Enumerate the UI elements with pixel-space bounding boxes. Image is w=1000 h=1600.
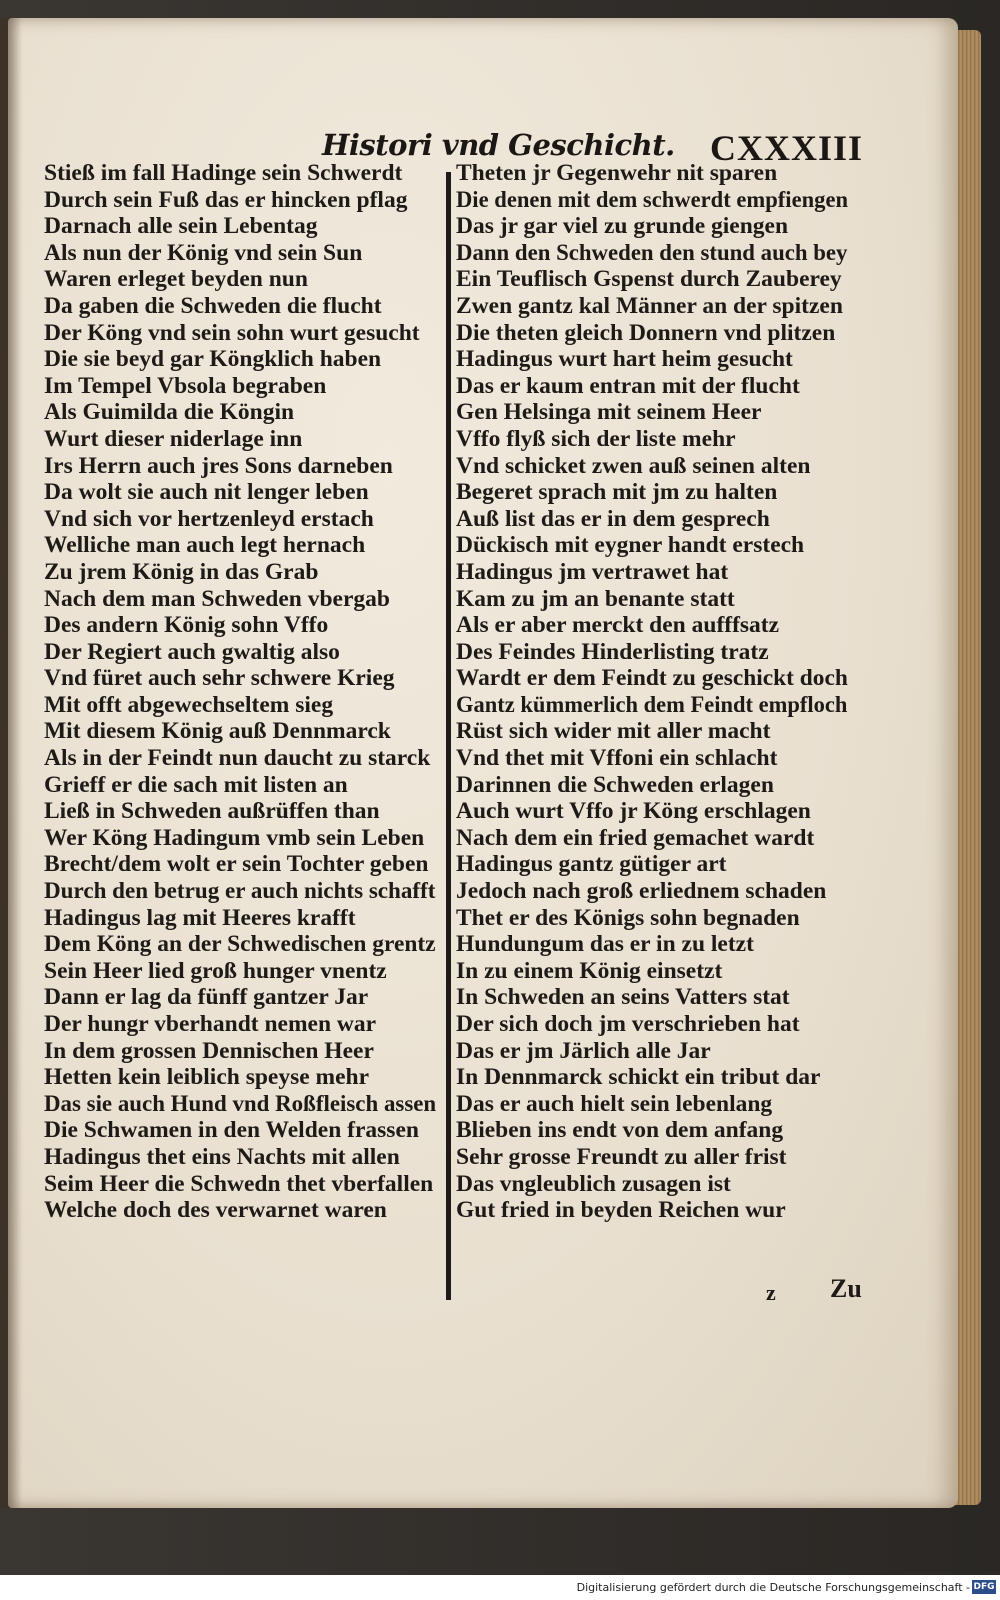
verse-line: Vnd sich vor hertzenleyd erstach bbox=[44, 505, 374, 532]
verse-line: Das sie auch Hund vnd Roßfleisch assen bbox=[44, 1090, 437, 1117]
verse-line: Blieben ins endt von dem anfang bbox=[456, 1117, 784, 1144]
verse-line: Durch sein Fuß das er hincken pflag bbox=[44, 186, 408, 213]
verse-line: Wardt er dem Feindt zu geschickt doch bbox=[456, 665, 848, 692]
verse-line: Zwen gantz kal Männer an der spitzen bbox=[456, 292, 843, 319]
verse-line: Hetten kein leiblich speyse mehr bbox=[44, 1064, 370, 1091]
verse-line: Stieß im fall Hadinge sein Schwerdt bbox=[44, 160, 403, 186]
verse-line: Rüst sich wider mit aller macht bbox=[456, 718, 771, 745]
verse-line: In zu einem König einsetzt bbox=[456, 957, 723, 984]
verse-line: Hundungum das er in zu letzt bbox=[456, 931, 754, 958]
verse-line: Sehr grosse Freundt zu aller frist bbox=[456, 1143, 787, 1170]
verse-line: Mit diesem König auß Dennmarck bbox=[44, 718, 391, 745]
verse-line: Gantz kümmerlich dem Feindt empfloch bbox=[456, 691, 848, 718]
column-rule bbox=[446, 172, 451, 1300]
verse-line: Waren erleget beyden nun bbox=[44, 266, 308, 293]
verse-line: Nach dem ein fried gemachet wardt bbox=[456, 824, 815, 851]
digitization-credit: Digitalisierung gefördert durch die Deutsche Forschungsgemeinschaft - bbox=[576, 1581, 970, 1594]
verse-line: Dem Köng an der Schwedischen grentz bbox=[44, 931, 436, 958]
verse-line: Die theten gleich Donnern vnd plitzen bbox=[456, 319, 836, 346]
running-head: Histori vnd Geschicht. bbox=[322, 128, 675, 162]
verse-line: Hadingus jm vertrawet hat bbox=[456, 558, 729, 585]
verse-line: Hadingus thet eins Nachts mit allen bbox=[44, 1143, 400, 1170]
verse-line: Der sich doch jm verschrieben hat bbox=[456, 1011, 800, 1037]
verse-line: Der Köng vnd sein sohn wurt gesucht bbox=[44, 319, 420, 346]
verse-line: Irs Herrn auch jres Sons darneben bbox=[44, 452, 393, 479]
verse-line: Auß list das er in dem gesprech bbox=[456, 505, 770, 532]
verse-line: Theten jr Gegenwehr nit sparen bbox=[456, 160, 778, 186]
verse-line: Mit offt abgewechseltem sieg bbox=[44, 691, 334, 718]
catchword: Zu bbox=[830, 1274, 862, 1303]
left-column bbox=[44, 160, 444, 1224]
verse-line: Sein Heer lied groß hunger vnentz bbox=[44, 957, 387, 984]
verse-line: Das vngleublich zusagen ist bbox=[456, 1170, 731, 1197]
verse-line: Des andern König sohn Vffo bbox=[44, 612, 329, 639]
verse-line: Seim Heer die Schwedn thet vberfallen bbox=[44, 1170, 434, 1197]
verse-line: In Dennmarck schickt ein tribut dar bbox=[456, 1064, 821, 1091]
verse-line: Hadingus lag mit Heeres krafft bbox=[44, 904, 356, 931]
verse-line: Vnd füret auch sehr schwere Krieg bbox=[44, 665, 395, 692]
verse-line: Die denen mit dem schwerdt empfiengen bbox=[456, 186, 849, 213]
verse-line: Gut fried in beyden Reichen wur bbox=[456, 1197, 786, 1224]
verse-line: Das er kaum entran mit der flucht bbox=[456, 372, 800, 399]
verse-line: Thet er des Königs sohn begnaden bbox=[456, 904, 800, 931]
signature-mark: z bbox=[766, 1280, 776, 1305]
verse-line: Brecht/dem wolt er sein Tochter geben bbox=[44, 851, 429, 878]
verse-line: Da gaben die Schweden die flucht bbox=[44, 292, 382, 319]
verse-line: In dem grossen Dennischen Heer bbox=[44, 1037, 374, 1064]
verse-line: Als nun der König vnd sein Sun bbox=[44, 239, 363, 266]
verse-line: Der hungr vberhandt nemen war bbox=[44, 1011, 377, 1037]
verse-line: Welche doch des verwarnet waren bbox=[44, 1197, 387, 1224]
verse-line: Gen Helsinga mit seinem Heer bbox=[456, 399, 762, 426]
verse-line: Des Feindes Hinderlisting tratz bbox=[456, 638, 769, 665]
spine-shadow bbox=[0, 18, 22, 1508]
verse-line: Wer Köng Hadingum vmb sein Leben bbox=[44, 824, 425, 851]
verse-line: Darnach alle sein Lebentag bbox=[44, 213, 318, 240]
verse-line: In Schweden an seins Vatters stat bbox=[456, 984, 790, 1011]
verse-line: Begeret sprach mit jm zu halten bbox=[456, 479, 778, 506]
verse-line: Vffo flyß sich der liste mehr bbox=[456, 425, 736, 452]
verse-line: Die Schwamen in den Welden frassen bbox=[44, 1117, 419, 1144]
verse-line: Grieff er die sach mit listen an bbox=[44, 771, 348, 798]
verse-line: Kam zu jm an benante statt bbox=[456, 585, 735, 612]
verse-line: Ließ in Schweden außrüffen than bbox=[44, 798, 380, 825]
verse-line: Das jr gar viel zu grunde giengen bbox=[456, 213, 789, 240]
verse-line: Dann er lag da fünff gantzer Jar bbox=[44, 984, 369, 1011]
verse-line: Das er jm Järlich alle Jar bbox=[456, 1037, 711, 1064]
verse-line: Als er aber merckt den aufffsatz bbox=[456, 612, 780, 639]
verse-line: Welliche man auch legt hernach bbox=[44, 532, 366, 559]
verse-line: Auch wurt Vffo jr Köng erschlagen bbox=[456, 798, 811, 825]
verse-line: Zu jrem König in das Grab bbox=[44, 558, 319, 585]
verse-line: Als Guimilda die Köngin bbox=[44, 399, 295, 426]
verse-line: Vnd schicket zwen auß seinen alten bbox=[456, 452, 811, 479]
verse-line: Das er auch hielt sein lebenlang bbox=[456, 1090, 773, 1117]
verse-line: Nach dem man Schweden vbergab bbox=[44, 585, 390, 612]
dfg-logo: DFG bbox=[973, 1582, 995, 1592]
verse-line: Durch den betrug er auch nichts schafft bbox=[44, 878, 436, 905]
verse-line: Als in der Feindt nun daucht zu starck bbox=[44, 745, 431, 772]
verse-line: Ein Teuflisch Gspenst durch Zauberey bbox=[456, 266, 842, 293]
verse-line: Vnd thet mit Vffoni ein schlacht bbox=[456, 745, 778, 772]
verse-line: Jedoch nach groß erliednem schaden bbox=[456, 878, 827, 905]
verse-line: Dückisch mit eygner handt erstech bbox=[456, 532, 805, 559]
right-column bbox=[456, 160, 856, 1224]
verse-line: Wurt dieser niderlage inn bbox=[44, 425, 303, 452]
verse-line: Die sie beyd gar Köngklich haben bbox=[44, 346, 382, 373]
verse-line: Darinnen die Schweden erlagen bbox=[456, 771, 774, 798]
verse-line: Da wolt sie auch nit lenger leben bbox=[44, 479, 369, 506]
verse-line: Hadingus gantz gütiger art bbox=[456, 851, 727, 878]
verse-line: Der Regiert auch gwaltig also bbox=[44, 638, 340, 665]
folio-number: CXXXIII bbox=[710, 128, 864, 168]
page-edge bbox=[955, 30, 981, 1505]
verse-line: Im Tempel Vbsola begraben bbox=[44, 372, 327, 399]
verse-line: Dann den Schweden den stund auch bey bbox=[456, 239, 848, 266]
verse-line: Hadingus wurt hart heim gesucht bbox=[456, 346, 793, 373]
